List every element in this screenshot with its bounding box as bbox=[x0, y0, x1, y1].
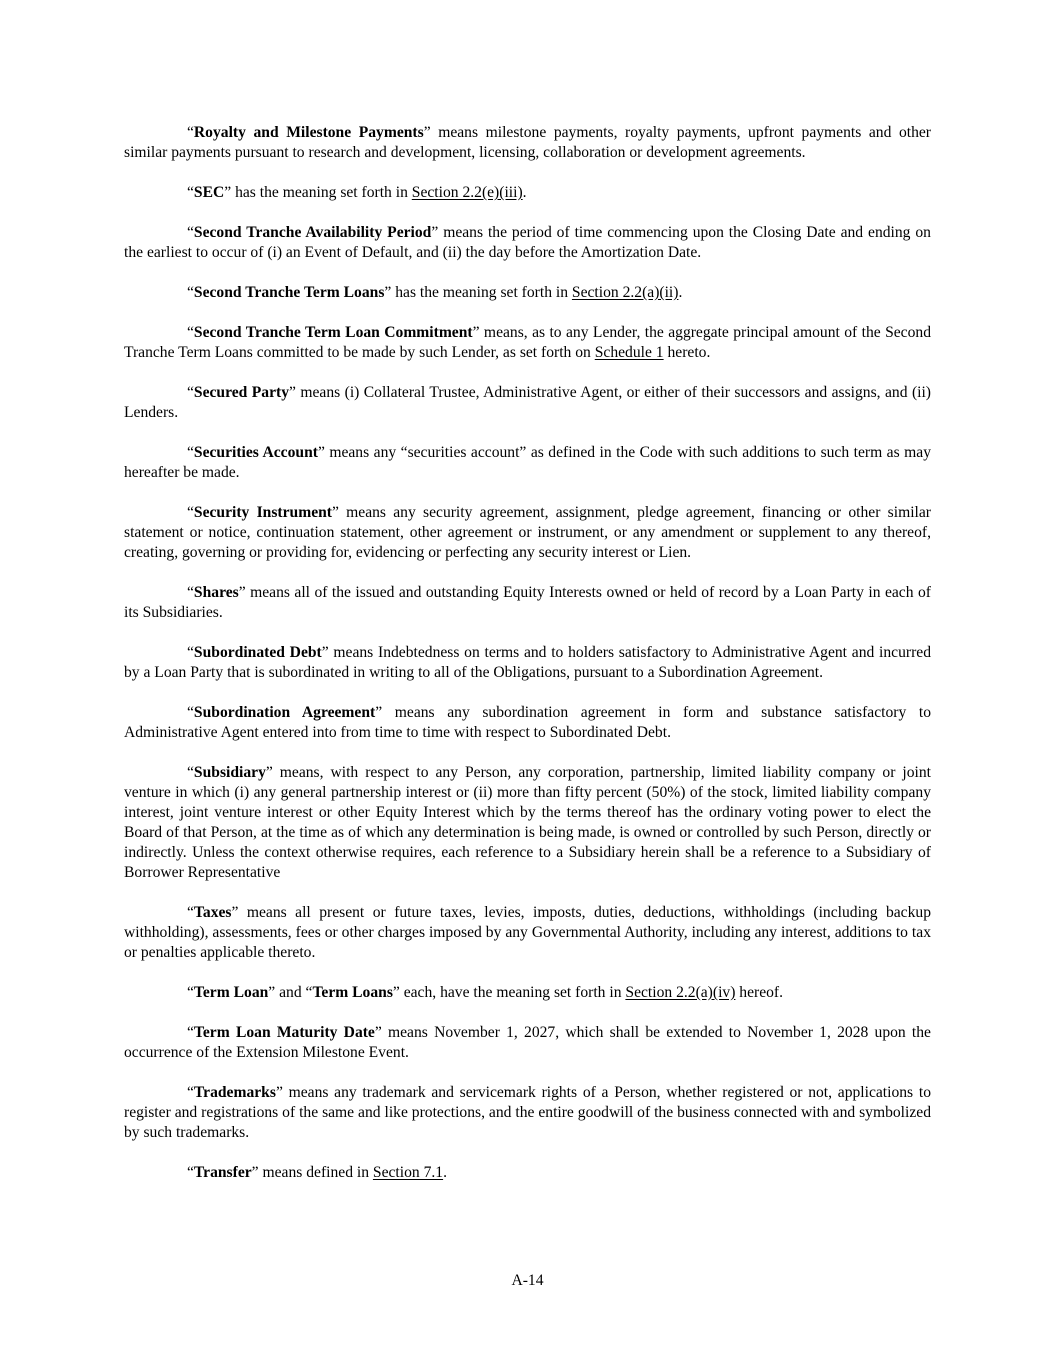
definition-text: ” means milestone payments, royalty payments, upfront payments and other similar payments pursuant to research and development, licensing, collaboration or development agreements. bbox=[124, 124, 932, 161]
defined-term: Security Instrument bbox=[193, 504, 332, 521]
defined-term: Secured Party bbox=[193, 384, 290, 401]
definition-paragraph bbox=[124, 763, 931, 883]
definition-paragraph bbox=[124, 1163, 931, 1183]
definition-text: “ bbox=[187, 184, 194, 201]
definition-paragraph bbox=[124, 123, 931, 163]
definition-text: ” has the meaning set forth in bbox=[384, 284, 572, 301]
definition-text: ” means, with respect to any Person, any corporation, partnership, limited liability company or joint venture in which (i) any general partnership interest or (ii) more than fifty percent (50%) of the stock, limited liability company interest, joint venture interest or other Equity Interest which by the terms thereof has the ordinary voting power to elect the Board of that Person, at the time as of which any determination is being made, is owned or controlled by such Person, directly or indirectly. Unless the context otherwise requires, each reference to a Subsidiary herein shall be a reference to a Subsidiary of Borrower Representative bbox=[124, 764, 931, 881]
section-reference: Section 2.2(e)(iii) bbox=[411, 184, 523, 201]
definition-text: “ bbox=[187, 124, 194, 141]
definitions-list bbox=[124, 123, 931, 1183]
definition-paragraph bbox=[124, 1083, 931, 1143]
definition-paragraph bbox=[124, 503, 931, 563]
definition-text: “ bbox=[187, 1084, 194, 1101]
definition-paragraph bbox=[124, 223, 931, 263]
definition-text: “ bbox=[187, 764, 194, 781]
document-page bbox=[124, 123, 931, 1203]
definition-text: ” means (i) Collateral Trustee, Administrative Agent, or either of their successors and assigns, and (ii) Lenders. bbox=[124, 384, 931, 421]
page-number: A-14 bbox=[511, 1272, 544, 1289]
section-reference: Section 7.1 bbox=[372, 1164, 444, 1181]
definition-text: ” means the period of time commencing upon the Closing Date and ending on the earliest to occur of (i) an Event of Default, and (ii) the day before the Amortization Date. bbox=[124, 224, 931, 261]
definition-text: ” means Indebtedness on terms and to holders satisfactory to Administrative Agent and incurred by a Loan Party that is subordinated in writing to all of the Obligations, pursuant to a Subordination Agreement. bbox=[124, 644, 931, 681]
definition-text: ” means defined in bbox=[251, 1164, 373, 1181]
definition-text: ” means any “securities account” as defined in the Code with such additions to such term as may hereafter be made. bbox=[124, 444, 931, 481]
definition-text: “ bbox=[187, 504, 194, 521]
definition-text: “ bbox=[187, 644, 194, 661]
definition-text: ” means any security agreement, assignment, pledge agreement, financing or other similar statement or notice, continuation statement, other agreement or instrument, or any amendment or supplement to any thereof, creating, governing or providing for, evidencing or perfecting any security interest or Lien. bbox=[124, 504, 931, 561]
definition-text: “ bbox=[187, 1024, 194, 1041]
definition-text: ” means all of the issued and outstanding Equity Interests owned or held of record by a Loan Party in each of its Subsidiaries. bbox=[124, 584, 931, 621]
defined-term: Subordinated Debt bbox=[193, 644, 322, 661]
definition-text: ” means November 1, 2027, which shall be extended to November 1, 2028 upon the occurrence of the Extension Milestone Event. bbox=[124, 1024, 931, 1061]
definition-text: “ bbox=[187, 384, 194, 401]
section-reference: Schedule 1 bbox=[594, 344, 664, 361]
definition-text: hereto. bbox=[663, 344, 711, 361]
defined-term: Trademarks bbox=[193, 1084, 276, 1101]
section-reference: Section 2.2(a)(ii) bbox=[571, 284, 679, 301]
definition-paragraph bbox=[124, 183, 931, 203]
definition-text: ” means, as to any Lender, the aggregate principal amount of the Second Tranche Term Loans committed to be made by such Lender, as set forth on bbox=[124, 324, 931, 361]
definition-text: “ bbox=[187, 284, 194, 301]
definition-text: “ bbox=[187, 224, 194, 241]
definition-text: ” means any subordination agreement in form and substance satisfactory to Administrative Agent entered into from time to time with respect to Subordinated Debt. bbox=[124, 704, 931, 741]
definition-text: “ bbox=[187, 324, 194, 341]
definition-paragraph bbox=[124, 703, 931, 743]
defined-term: Second Tranche Term Loans bbox=[193, 284, 385, 301]
defined-term: Shares bbox=[193, 584, 239, 601]
definition-text: ” means all present or future taxes, levies, imposts, duties, deductions, withholdings (including backup withholding), assessments, fees or other charges imposed by any Governmental Authority, including any interest, additions to tax or penalties applicable thereto. bbox=[124, 904, 931, 961]
definition-text: hereof. bbox=[735, 984, 784, 1001]
definition-text: . bbox=[443, 1164, 447, 1181]
definition-text: “ bbox=[187, 584, 194, 601]
definition-text: ” and “ bbox=[268, 984, 313, 1001]
definition-text: “ bbox=[187, 704, 194, 721]
defined-term: Second Tranche Availability Period bbox=[193, 224, 432, 241]
definition-paragraph bbox=[124, 443, 931, 483]
defined-term: Securities Account bbox=[193, 444, 318, 461]
definition-paragraph bbox=[124, 1023, 931, 1063]
defined-term: Royalty and Milestone Payments bbox=[193, 124, 424, 141]
defined-term: Transfer bbox=[193, 1164, 252, 1181]
defined-term: SEC bbox=[193, 184, 225, 201]
definition-paragraph bbox=[124, 323, 931, 363]
definition-text: ” each, have the meaning set forth in bbox=[392, 984, 626, 1001]
definition-text: “ bbox=[187, 444, 194, 461]
definition-text: . bbox=[522, 184, 527, 201]
definition-text: “ bbox=[187, 984, 194, 1001]
defined-term: Term Loan Maturity Date bbox=[193, 1024, 375, 1041]
definition-paragraph bbox=[124, 983, 931, 1003]
defined-term: Subsidiary bbox=[193, 764, 266, 781]
definition-text: “ bbox=[187, 904, 194, 921]
definition-text: “ bbox=[187, 1164, 194, 1181]
defined-term: Subordination Agreement bbox=[193, 704, 376, 721]
definition-paragraph bbox=[124, 283, 931, 303]
defined-term: Term Loans bbox=[312, 984, 393, 1001]
definition-paragraph bbox=[124, 583, 931, 623]
section-reference: Section 2.2(a)(iv) bbox=[625, 984, 736, 1001]
definition-text: ” means any trademark and servicemark rights of a Person, whether registered or not, applications to register and registrations of the same and like protections, and the entire goodwill of the business connected with and symbolized by such trademarks. bbox=[124, 1084, 931, 1141]
defined-term: Term Loan bbox=[193, 984, 269, 1001]
defined-term: Second Tranche Term Loan Commitment bbox=[193, 324, 473, 341]
definition-paragraph bbox=[124, 903, 931, 963]
definition-text: . bbox=[678, 284, 683, 301]
definition-paragraph bbox=[124, 383, 931, 423]
definition-text: ” has the meaning set forth in bbox=[224, 184, 412, 201]
defined-term: Taxes bbox=[193, 904, 232, 921]
definition-paragraph bbox=[124, 643, 931, 683]
